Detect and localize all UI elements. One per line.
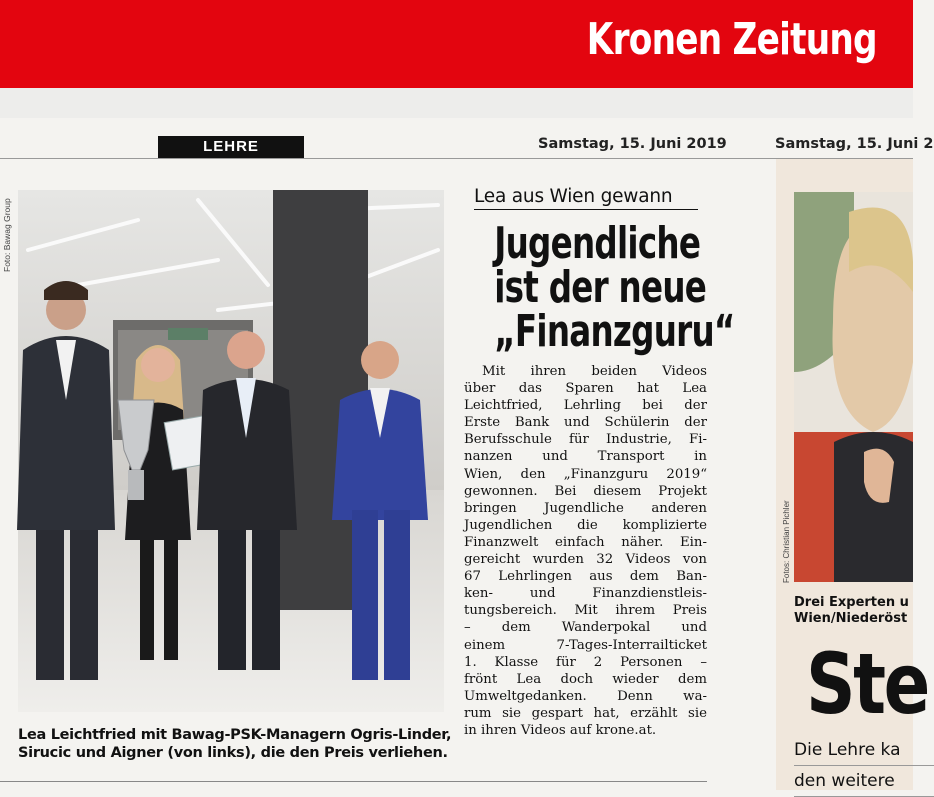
headline-line: „Finanzguru“ [494,306,735,357]
masthead [0,0,913,88]
next-article-headline: Ste [806,635,928,733]
body-line: nanzen und Transport in [464,449,707,465]
teaser-line: Wien/Niederöst [794,611,908,626]
portrait-photo [794,192,913,582]
subhead-line: den weitere [794,766,934,797]
body-line: gereicht wurden 32 Videos von [464,552,707,568]
page-date-right: Samstag, 15. Juni 2 [775,136,934,152]
body-line: in ihren Videos auf krone.at. [464,722,657,738]
body-line: tungsbereich. Mit ihrem Preis [464,603,707,619]
body-line: rum sie gespart hat, erzählt sie [464,705,707,721]
section-rubric: LEHRE [158,136,304,158]
body-line: Leichtfried, Lehrling bei der [464,398,707,414]
body-line: Finanzwelt einfach näher. Ein- [464,534,707,550]
body-line: Wien, den „Finanzguru 2019“ [464,466,707,482]
body-line: Umweltgedanken. Denn wa- [464,688,707,704]
next-article-column [776,159,928,791]
next-photo-credit: Fotos: Christian Pichler [782,500,791,583]
body-line: über das Sparen hat Lea [464,381,707,397]
footer-rule [0,781,707,782]
photo-credit: Foto: Bawag Group [2,198,12,272]
article-body [464,363,707,739]
headline-line: ist der neue [494,262,707,313]
article-headline [462,218,735,357]
body-line: Erste Bank und Schülerin der [464,415,707,431]
body-line: Berufsschule für Industrie, Fi- [464,432,707,448]
teaser-line: Drei Experten u [794,595,909,610]
subhead-line: Die Lehre ka [794,735,934,766]
caption-line: Lea Leichtfried mit Bawag-PSK-Managern Ogris-Linder, [18,727,452,743]
award-ceremony-photo [18,190,444,712]
body-line: Jugendlichen die komplizierte [464,517,707,533]
newspaper-logo: Kronen Zeitung [586,14,877,65]
body-line: einem 7-Tages-Interrailticket [464,637,707,653]
article-kicker: Lea aus Wien gewann [474,186,698,210]
caption-line: Sirucic und Aigner (von links), die den Preis verliehen. [18,745,448,761]
article-photo [18,190,444,712]
body-line: frönt Lea doch wieder dem [464,671,707,687]
body-line: – dem Wanderpokal und [464,620,707,636]
page-date-left: Samstag, 15. Juni 2019 [538,136,727,152]
next-article-teaser [794,595,934,627]
body-line: ken- und Finanzdienstleis- [464,586,707,602]
headline-line: Jugendliche [494,218,701,269]
body-line: Mit ihren beiden Videos [482,364,707,379]
top-strip [0,88,913,118]
photo-caption [18,726,452,762]
body-line: gewonnen. Bei diesem Projekt [464,483,707,499]
body-line: 67 Lehrlingen aus dem Ban- [464,569,707,585]
body-line: 1. Klasse für 2 Personen – [464,654,707,670]
next-article-photo [794,192,913,582]
next-article-subhead [794,735,934,797]
body-line: bringen Jugendliche anderen [464,500,707,516]
